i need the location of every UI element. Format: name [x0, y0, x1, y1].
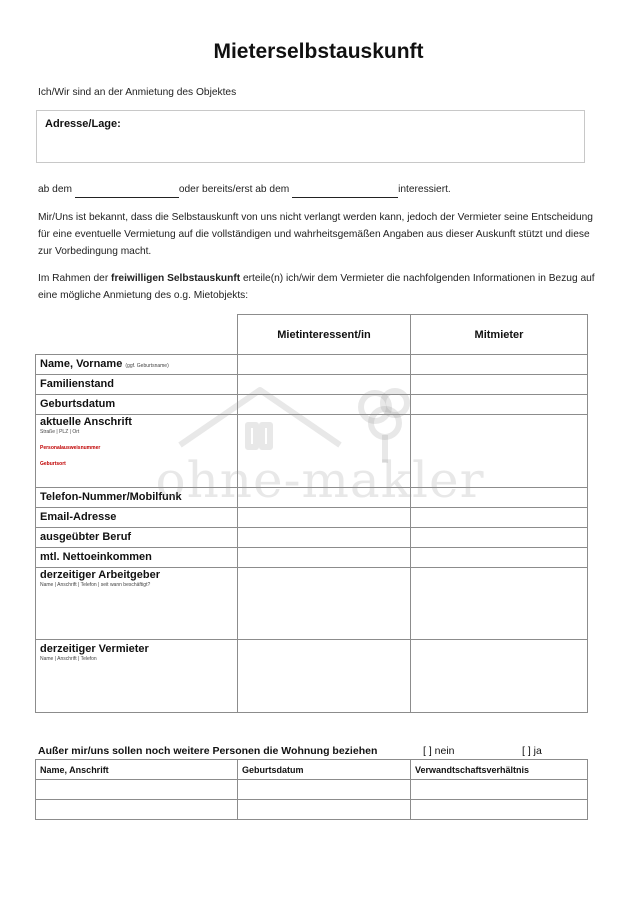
anschrift-hint: Straße | PLZ | Ort: [40, 429, 80, 435]
cell-einkommen-cotenant[interactable]: [411, 548, 588, 568]
row-label-familienstand: Familienstand: [36, 375, 238, 395]
p2-bold: freiwilligen Selbstauskunft: [111, 273, 241, 284]
vermieter-label: derzeitiger Vermieter: [40, 643, 149, 655]
corner-cell: [36, 315, 238, 355]
row-label-anschrift: [36, 415, 238, 488]
persons-table: [35, 759, 588, 820]
name-hint: (ggf. Geburtsname): [125, 363, 169, 369]
cell-anschrift-applicant[interactable]: [238, 415, 411, 488]
persons-cell-birthdate[interactable]: [238, 800, 411, 820]
paragraph-disclaimer: Mir/Uns ist bekannt, dass die Selbstauskunft von uns nicht verlangt werden kann, jedoch der Vermieter seine Entscheidung für eine eventuelle Vermietung auf die vollständigen und wahrheitsgemäßen Angaben aus dieser Auskunft stützt und diese zur Vorbedingung macht.: [38, 212, 593, 257]
date-suffix: interessiert.: [398, 184, 451, 195]
cell-familienstand-cotenant[interactable]: [411, 375, 588, 395]
row-label-arbeitgeber: [36, 568, 238, 640]
anschrift-label: aktuelle Anschrift: [40, 416, 132, 428]
start-date-field[interactable]: [75, 186, 179, 198]
persons-cell-name[interactable]: [36, 780, 238, 800]
row-label-email: Email-Adresse: [36, 508, 238, 528]
ausweis-label: Personalausweisnummer: [40, 445, 101, 451]
cell-geburtsdatum-applicant[interactable]: [238, 395, 411, 415]
cell-beruf-applicant[interactable]: [238, 528, 411, 548]
page-title: Mieterselbstauskunft: [213, 40, 424, 63]
date-line: [38, 181, 598, 198]
vermieter-hint: Name | Anschrift | Telefon: [40, 656, 97, 662]
persons-cell-name[interactable]: [36, 800, 238, 820]
cell-einkommen-applicant[interactable]: [238, 548, 411, 568]
persons-cell-relation[interactable]: [411, 780, 588, 800]
paragraph-voluntary: [38, 270, 598, 304]
cell-name-applicant[interactable]: [238, 355, 411, 375]
cell-arbeitgeber-cotenant[interactable]: [411, 568, 588, 640]
cell-telefon-applicant[interactable]: [238, 488, 411, 508]
col-header-cotenant: Mitmieter: [411, 315, 588, 355]
row-label-vermieter: [36, 640, 238, 713]
p2-after: erteile(n) ich/wir dem Vermieter die nachfolgenden Informationen in Bezug auf eine mögliche Anmietung des o.g. Mietobjekts:: [38, 273, 595, 301]
name-label: Name, Vorname: [40, 358, 123, 370]
row-label-geburtsdatum: Geburtsdatum: [36, 395, 238, 415]
cell-anschrift-cotenant[interactable]: [411, 415, 588, 488]
row-label-einkommen: mtl. Nettoeinkommen: [36, 548, 238, 568]
persons-header-relation: Verwandtschaftsverhältnis: [411, 760, 588, 780]
arbeitgeber-hint: Name | Anschrift | Telefon | seit wann beschäftigt?: [40, 582, 151, 588]
row-label-name: [36, 355, 238, 375]
date-middle: oder bereits/erst ab dem: [178, 184, 290, 195]
option-ja[interactable]: [ ] ja: [522, 745, 542, 757]
alt-date-field[interactable]: [292, 186, 398, 198]
row-label-beruf: ausgeübter Beruf: [36, 528, 238, 548]
p2-before: Im Rahmen der: [38, 273, 112, 284]
cell-telefon-cotenant[interactable]: [411, 488, 588, 508]
watermark-text: ohne-makler: [155, 451, 485, 509]
cell-vermieter-applicant[interactable]: [238, 640, 411, 713]
intro-text: Ich/Wir sind an der Anmietung des Objektes: [38, 87, 237, 98]
row-label-telefon: Telefon-Nummer/Mobilfunk: [36, 488, 238, 508]
address-field[interactable]: [36, 110, 585, 163]
arbeitgeber-label: derzeitiger Arbeitgeber: [40, 569, 161, 581]
persons-question-text: Außer mir/uns sollen noch weitere Personen die Wohnung beziehen: [38, 745, 378, 757]
persons-header-birthdate: Geburtsdatum: [238, 760, 411, 780]
col-header-applicant: Mietinteressent/in: [238, 315, 411, 355]
address-label: Adresse/Lage:: [45, 118, 121, 130]
cell-beruf-cotenant[interactable]: [411, 528, 588, 548]
additional-persons-question: [38, 745, 588, 757]
cell-vermieter-cotenant[interactable]: [411, 640, 588, 713]
persons-cell-birthdate[interactable]: [238, 780, 411, 800]
applicant-table: [35, 314, 588, 713]
cell-geburtsdatum-cotenant[interactable]: [411, 395, 588, 415]
option-nein[interactable]: [ ] nein: [423, 745, 455, 757]
cell-arbeitgeber-applicant[interactable]: [238, 568, 411, 640]
cell-email-applicant[interactable]: [238, 508, 411, 528]
geburtsort-label: Geburtsort: [40, 461, 66, 467]
persons-header-name: Name, Anschrift: [36, 760, 238, 780]
cell-name-cotenant[interactable]: [411, 355, 588, 375]
date-prefix: ab dem: [38, 184, 72, 195]
cell-familienstand-applicant[interactable]: [238, 375, 411, 395]
cell-email-cotenant[interactable]: [411, 508, 588, 528]
persons-cell-relation[interactable]: [411, 800, 588, 820]
